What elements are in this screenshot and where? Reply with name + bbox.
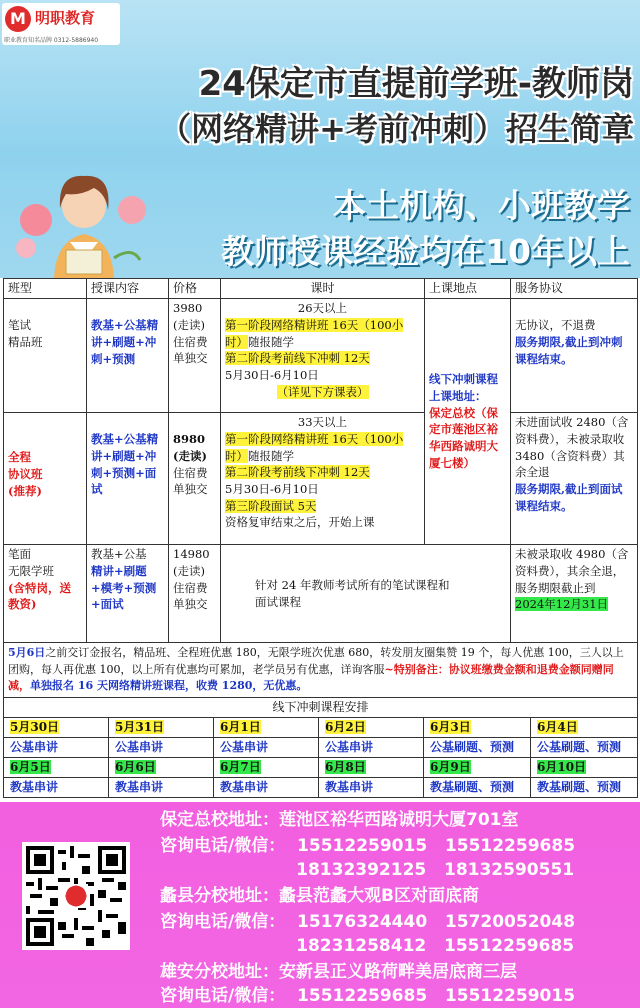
schedule-subject: 公基串讲 <box>214 737 319 757</box>
xiongan-address: 雄安分校地址：安新县正义路荷畔美居底商三层 <box>160 962 517 982</box>
date-text: 6月3日 <box>430 719 471 734</box>
promo-online-note: 单独报名 16 天网络精讲班课程，收费 1280，无优惠。 <box>30 679 308 693</box>
promo-note-cell <box>4 643 638 698</box>
schedule-ref-text: （详见下方课表） <box>276 384 369 399</box>
page-title: 24保定市直提前学班-教师岗 <box>198 64 634 104</box>
content-cell: 教基+公基精讲+刷题+冲刺+预测 <box>87 299 169 413</box>
price-text: 单独交 <box>173 482 208 497</box>
schedule-table <box>3 717 638 798</box>
header-cell: 课时 <box>221 279 425 299</box>
contact-footer <box>0 802 640 1008</box>
service-text: 未被录取收 4980（含资料费），其余全退，服务期限截止到 <box>515 547 629 595</box>
location-cell <box>425 299 511 545</box>
schedule-title: 线下冲刺课程安排 <box>4 697 638 717</box>
schedule-subject: 教基刷题、预测 <box>424 777 531 797</box>
price-text: 住宿费 <box>173 465 208 480</box>
stage-1-text: 第一阶段网络精讲班 16天（100小时） <box>225 432 404 463</box>
class-type-text: 笔试 <box>8 318 31 333</box>
price-text: 14980 <box>173 547 210 562</box>
qr-code[interactable] <box>22 842 130 950</box>
date-text: 6月6日 <box>115 759 156 774</box>
stage-3-note: 资格复审结束之后，开始上课 <box>225 515 375 530</box>
service-term: 服务期限,截止到冲刺课程结束。 <box>515 335 623 366</box>
schedule-subject: 教基串讲 <box>319 777 424 797</box>
schedule-date <box>531 757 638 777</box>
stage-2-dates: 5月30日-6月10日 <box>225 368 319 383</box>
hours-total: 26天以上 <box>297 301 348 316</box>
service-cell <box>511 413 638 545</box>
page-subtitle: （网络精讲+考前冲刺）招生简章 <box>159 110 634 148</box>
service-cell <box>511 299 638 413</box>
stage-2-dates: 5月30日-6月10日 <box>225 482 319 497</box>
class-type-text: 精品班 <box>8 335 43 350</box>
hours-cell <box>221 299 425 413</box>
schedule-subject-row <box>4 777 638 797</box>
table-row <box>4 299 638 413</box>
xiongan-phone: 咨询电话/微信： 15512259685 15512259015 <box>160 986 576 1006</box>
table-row <box>4 545 638 643</box>
date-text: 6月9日 <box>430 759 471 774</box>
hq-phone: 咨询电话/微信： 15512259015 15512259685 <box>160 836 576 856</box>
header-cell: 上课地点 <box>425 279 511 299</box>
stage-1-note: 随报随学 <box>248 334 294 349</box>
course-table-wrapper <box>3 278 637 802</box>
schedule-subject: 教基刷题、预测 <box>531 777 638 797</box>
service-term: 服务期限,截止到面试课程结束。 <box>515 482 623 513</box>
header-cell: 价格 <box>169 279 221 299</box>
schedule-subject: 公基串讲 <box>4 737 109 757</box>
schedule-date-row <box>4 717 638 737</box>
date-text: 6月7日 <box>220 759 261 774</box>
schedule-date-row <box>4 757 638 777</box>
stage-1-note: 随报随学 <box>248 448 294 463</box>
class-type-note: (含特岗，送教资) <box>8 580 71 612</box>
class-type-cell <box>4 545 87 643</box>
service-text: 无协议，不退费 <box>515 318 596 333</box>
price-text: 单独交 <box>173 597 208 612</box>
content-cell: 教基+公基精讲+刷题+冲刺+预测+面试 <box>87 413 169 545</box>
hq-address: 保定总校地址：莲池区裕华西路诚明大厦701室 <box>160 810 519 830</box>
schedule-subject: 公基串讲 <box>109 737 214 757</box>
teacher-illustration-icon <box>14 150 154 278</box>
price-cell <box>169 299 221 413</box>
header-cell: 服务协议 <box>511 279 638 299</box>
lixian-address: 蠡县分校地址：蠡县范蠡大观B区对面底商 <box>160 886 479 906</box>
schedule-date <box>319 717 424 737</box>
price-cell <box>169 545 221 643</box>
schedule-date <box>214 717 319 737</box>
schedule-subject-row <box>4 737 638 757</box>
class-type-text: 协议班 <box>8 467 43 482</box>
location-address: 保定总校（保定市莲池区裕华西路诚明大厦七楼） <box>429 405 498 470</box>
brand-name: 明职教育 <box>35 9 96 27</box>
date-text: 6月2日 <box>325 719 366 734</box>
schedule-date <box>424 717 531 737</box>
schedule-title-row <box>4 697 638 717</box>
promo-note-row <box>4 643 638 698</box>
class-type-text: 无限学班 <box>8 564 54 579</box>
price-cell <box>169 413 221 545</box>
date-text: 5月31日 <box>115 719 165 734</box>
class-type-cell <box>4 299 87 413</box>
slogan-line-2: 教师授课经验均在10年以上 <box>221 232 630 271</box>
price-text: (走读) <box>173 318 205 333</box>
schedule-subject: 教基串讲 <box>109 777 214 797</box>
schedule-date <box>4 757 109 777</box>
content-text: 教基+公基 <box>91 547 147 562</box>
stage-3-text: 第三阶段面试 5天 <box>225 498 317 513</box>
hours-total: 33天以上 <box>297 415 348 430</box>
stage-1-text: 第一阶段网络精讲班 16天（100小时） <box>225 318 404 349</box>
date-text: 6月4日 <box>537 719 578 734</box>
promo-remark: ~特别备注：协议班缴费金额和退费金额同赠同减， <box>8 662 614 693</box>
schedule-subject: 公基刷题、预测 <box>531 737 638 757</box>
price-text: 住宿费 <box>173 334 208 349</box>
schedule-date <box>4 717 109 737</box>
price-text: 住宿费 <box>173 580 208 595</box>
hours-cell <box>221 413 425 545</box>
table-header-row <box>4 279 638 299</box>
qr-code-icon <box>26 846 126 946</box>
service-cell <box>511 545 638 643</box>
service-text: 未进面试收 2480（含资料费），未被录取收 3480（含资料费）其余全退 <box>515 415 629 480</box>
table-row <box>4 413 638 545</box>
location-label: 线下冲刺课程上课地址： <box>429 372 498 404</box>
header-cell: 授课内容 <box>87 279 169 299</box>
schedule-date <box>214 757 319 777</box>
schedule-subject: 教基串讲 <box>214 777 319 797</box>
stage-2-text: 第二阶段考前线下冲刺 12天 <box>225 465 370 480</box>
stage-2-text: 第二阶段考前线下冲刺 12天 <box>225 351 370 366</box>
date-text: 5月30日 <box>10 719 60 734</box>
schedule-subject: 公基串讲 <box>319 737 424 757</box>
class-type-text: (推荐) <box>8 483 42 498</box>
class-type-cell <box>4 413 87 545</box>
poster-header <box>0 0 640 278</box>
lixian-phone-2: 18231258412 15512259685 <box>160 936 575 956</box>
brand-logo <box>2 3 120 45</box>
schedule-date <box>109 757 214 777</box>
lixian-phone: 咨询电话/微信： 15176324440 15720052048 <box>160 912 576 932</box>
content-text: 精讲+刷题+模考+预测+面试 <box>91 564 157 612</box>
hq-phone-2: 18132392125 18132590551 <box>160 860 575 880</box>
schedule-date <box>424 757 531 777</box>
hours-cell: 针对 24 年教师考试所有的笔试课程和面试课程 <box>221 545 511 643</box>
schedule-date <box>109 717 214 737</box>
service-deadline: 2024年12月31日 <box>515 597 609 612</box>
schedule-subject: 教基串讲 <box>4 777 109 797</box>
date-text: 6月1日 <box>220 719 261 734</box>
header-cell: 班型 <box>4 279 87 299</box>
brand-tagline: 职业教育知名品牌 0312-5886940 <box>4 37 99 44</box>
course-table <box>3 278 638 718</box>
price-text: 3980 <box>173 301 203 316</box>
content-cell <box>87 545 169 643</box>
date-text: 6月5日 <box>10 759 51 774</box>
promo-text: 之前交订金报名，精品班、全程班优惠 180，无限学班次优惠 680，转发朋友圈集赞 19 个，每人优惠 100，三人以上团购，每人再优惠 100，以上所有优惠均可累加，老学员另有优惠，详询客服 <box>8 646 624 676</box>
price-text: (走读) <box>173 449 207 464</box>
price-text: (走读) <box>173 564 205 579</box>
date-text: 6月10日 <box>537 759 587 774</box>
slogan-line-1: 本土机构、小班教学 <box>333 186 630 225</box>
class-type-text: 全程 <box>8 450 31 465</box>
schedule-subject: 公基刷题、预测 <box>424 737 531 757</box>
schedule-date <box>531 717 638 737</box>
class-type-text: 笔面 <box>8 547 31 562</box>
price-text: 8980 <box>173 432 206 447</box>
date-text: 6月8日 <box>325 759 366 774</box>
price-text: 单独交 <box>173 351 208 366</box>
logo-mark-icon: M <box>5 6 31 32</box>
promo-date: 5月6日 <box>8 646 46 660</box>
schedule-date <box>319 757 424 777</box>
